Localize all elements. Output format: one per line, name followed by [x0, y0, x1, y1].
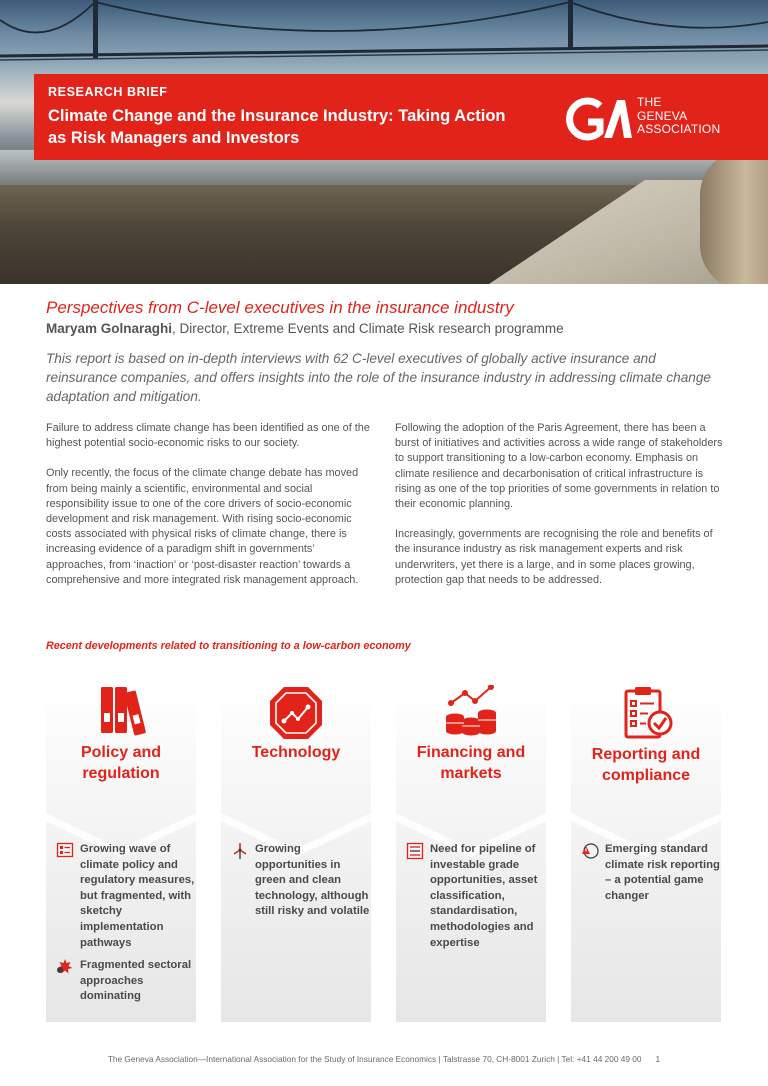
card-heading — [571, 744, 721, 786]
author-name: Maryam Golnaraghi — [46, 321, 173, 336]
author-line — [46, 321, 564, 336]
hero-image — [0, 0, 768, 284]
logo-line-3: ASSOCIATION — [637, 122, 721, 136]
bullet-text: Growing wave of climate policy and regulatory measures, but fragmented, with sketchy implementation pathways — [80, 843, 195, 949]
ga-logo-mark-icon — [562, 96, 632, 142]
page-number: 1 — [655, 1054, 661, 1064]
title-banner — [34, 74, 768, 160]
bridge-illustration — [0, 0, 768, 80]
footer — [0, 1054, 768, 1064]
bullet-list — [579, 842, 721, 911]
bullet-text: Emerging standard climate risk reporting – a potential game changer — [605, 843, 720, 902]
paragraph: Increasingly, governments are recognising the role and benefits of the insurance industry as risk management experts and risk underwriters, yet there is a large, and in some places growing, protection gap that needs to be addressed. — [395, 528, 713, 586]
bullet-list — [404, 842, 546, 958]
pipe-structure — [700, 150, 768, 284]
wind-turbine-icon — [231, 842, 249, 860]
list-icon — [406, 842, 424, 860]
card-heading-line-1: Technology — [251, 744, 341, 761]
card-financing-markets — [396, 685, 546, 1022]
card-technology — [221, 685, 371, 1022]
footer-text: The Geneva Association—International Association for the Study of Insurance Economics | Talstrasse 70, CH-8001 Zurich | Tel: +41 44 200 49 00 — [107, 1054, 642, 1064]
bullet-list — [54, 842, 196, 1012]
section-title: Recent developments related to transitioning to a low-carbon economy — [46, 640, 411, 652]
lead-paragraph: This report is based on in-depth interviews with 62 C-level executives of globally active insurance and reinsurance companies, and offers insights into the role of the insurance industry in addressing climate change adaptation and mitigation. — [46, 351, 711, 404]
card-heading — [221, 742, 371, 763]
warning-globe-icon — [581, 842, 599, 860]
body-column-right — [395, 421, 725, 603]
bullet-text: Fragmented sectoral approaches dominating — [80, 959, 192, 1003]
subtitle: Perspectives from C-level executives in the insurance industry — [46, 298, 514, 317]
card-policy-regulation — [46, 685, 196, 1022]
coins-chart-icon — [443, 685, 499, 741]
bullet-item — [229, 842, 371, 920]
author-role: , Director, Extreme Events and Climate Risk research programme — [172, 321, 564, 336]
bullet-item — [54, 842, 196, 951]
bullet-text: Need for pipeline of investable grade opportunities, asset classification, standardisation, methodologies and expertise — [430, 843, 538, 949]
card-heading-line-2: compliance — [601, 767, 691, 784]
geneva-association-logo — [562, 94, 762, 144]
document-title: Climate Change and the Insurance Industry: Taking Action as Risk Managers and Investors — [48, 107, 506, 147]
kicker: RESEARCH BRIEF — [48, 85, 168, 99]
circuit-icon — [268, 685, 324, 741]
card-heading-line-1: Policy and — [80, 744, 162, 761]
logo-text — [637, 96, 720, 137]
binders-icon — [93, 685, 149, 741]
body-column-left — [46, 421, 376, 603]
bullet-text: Growing opportunities in green and clean technology, although still risky and volatile — [255, 843, 370, 918]
paragraph: Following the adoption of the Paris Agreement, there has been a burst of initiatives and activities across a wide range of stakeholders to support transitioning to a low-carbon economy. Emphasis on climate resilience and decarbonisation of critical infrastructure is rising as one of the top priorities of some governments in relation to their economic planning. — [395, 422, 723, 511]
card-heading-line-2: markets — [440, 765, 502, 782]
bullet-item — [579, 842, 721, 904]
puzzle-icon — [56, 958, 74, 976]
bullet-item — [404, 842, 546, 951]
document-icon — [56, 842, 74, 860]
paragraph: Only recently, the focus of the climate change debate has moved from being mainly a scientific, environmental and social responsibility issue to one of the core drivers of socio-economic development and risk management. With rising socio-economic costs associated with physical risks of climate change, there is increasing evidence of a paradigm shift in governments’ approaches, from ‘inaction’ or ‘post-disaster reaction’ towards a comprehensive and more integrated risk management approach. — [46, 467, 359, 586]
logo-line-1: THE — [637, 95, 662, 109]
bullet-item — [54, 958, 196, 1005]
bullet-list — [229, 842, 371, 927]
card-heading-line-1: Financing and — [416, 744, 526, 761]
card-heading — [46, 742, 196, 784]
paragraph: Failure to address climate change has been identified as one of the highest potential socio-economic risks to our society. — [46, 422, 370, 450]
card-heading — [396, 742, 546, 784]
card-heading-line-1: Reporting and — [591, 746, 701, 763]
card-reporting-compliance — [571, 685, 721, 1022]
logo-line-2: GENEVA — [637, 108, 688, 123]
checklist-icon — [618, 685, 674, 741]
card-heading-line-2: regulation — [82, 765, 160, 782]
